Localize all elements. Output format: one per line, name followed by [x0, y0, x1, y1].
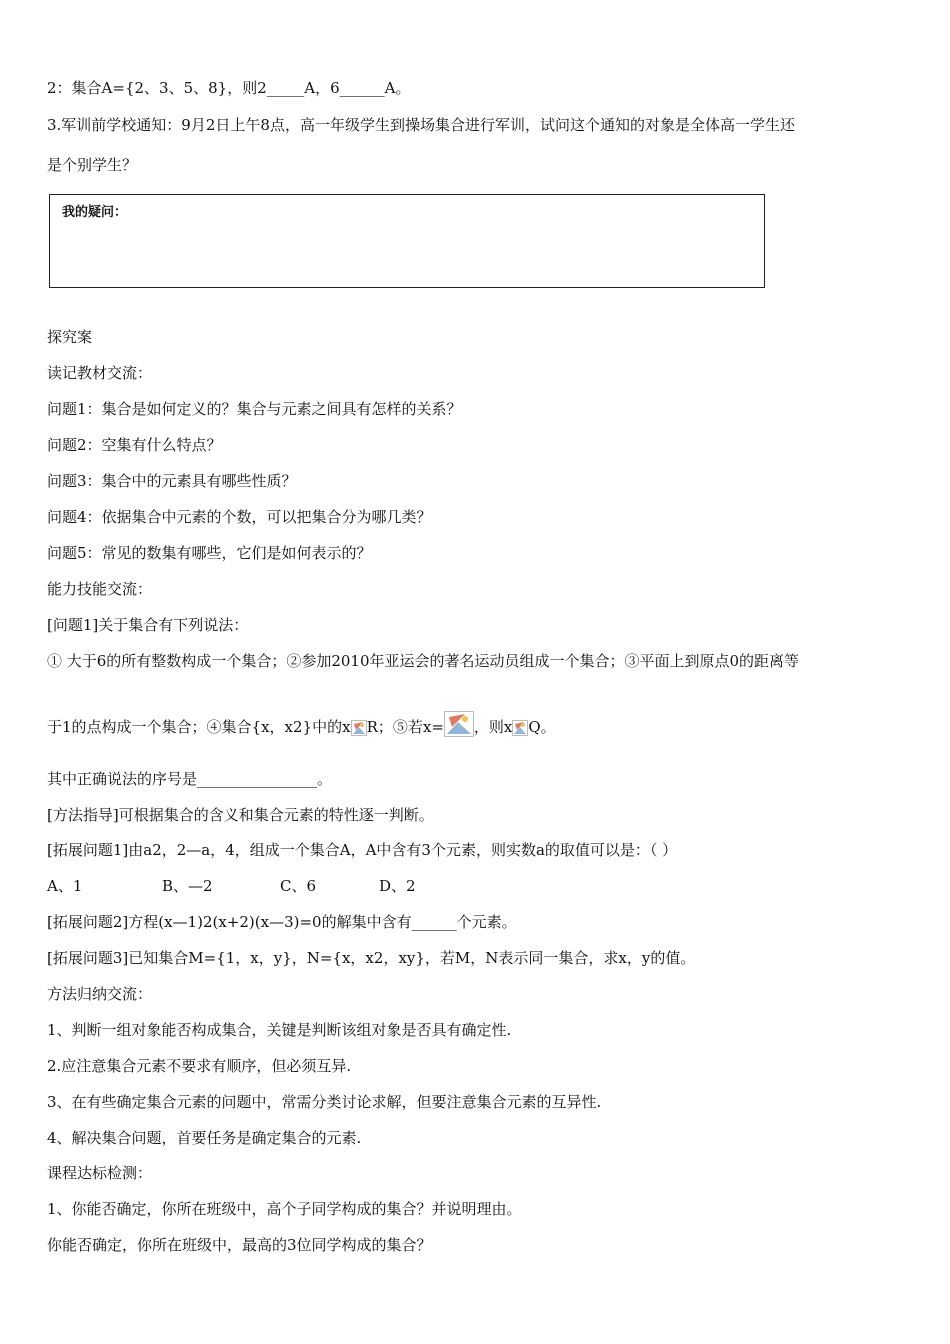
question-4: 问题4：依据集合中元素的个数，可以把集合分为哪几类？: [47, 508, 432, 526]
option-c: C、6: [280, 877, 317, 895]
extension-problem-3: [拓展问题3]已知集合M={1，x，y}，N={x，x2，xy}，若M，N表示同一集合，求x，y的值。: [47, 949, 696, 967]
question-5: 问题5：常见的数集有哪些，它们是如何表示的？: [47, 544, 372, 562]
summary-point-1: 1、判断一组对象能否构成集合，关键是判断该组对象是否具有确定性.: [47, 1021, 512, 1039]
course-check-heading: 课程达标检测：: [47, 1164, 153, 1182]
summary-point-3: 3、在有些确定集合元素的问题中，常需分类讨论求解，但要注意集合元素的互异性.: [47, 1093, 602, 1111]
reading-exchange-heading: 读记教材交流：: [47, 364, 153, 382]
broken-image-icon: [351, 720, 367, 736]
statement-text-a: 于1的点构成一个集合；④集合{x，x2}中的x: [47, 718, 351, 736]
statement-text-d: Q。: [528, 718, 556, 736]
option-b: B、—2: [162, 877, 213, 895]
check-question-1b: 你能否确定，你所在班级中，最高的3位同学构成的集合？: [47, 1236, 432, 1254]
choice-options: [47, 876, 416, 896]
my-questions-box[interactable]: [49, 194, 765, 288]
problem-1-statements-line2: [47, 711, 556, 737]
method-summary-heading: 方法归纳交流：: [47, 985, 153, 1003]
exercise-3-line1: 3.军训前学校通知：9月2日上午8点，高一年级学生到操场集合进行军训，试问这个通知的对象是全体高一学生还: [47, 116, 795, 134]
summary-point-2: 2.应注意集合元素不要求有顺序，但必须互异.: [47, 1057, 352, 1075]
exercise-3-line2: 是个别学生？: [47, 156, 138, 174]
problem-1-statements-line1: ① 大于6的所有整数构成一个集合；②参加2010年亚运会的著名运动员组成一个集合；③平面上到原点0的距离等: [47, 652, 800, 670]
check-question-1: 1、你能否确定，你所在班级中，高个子同学构成的集合？并说明理由。: [47, 1200, 522, 1218]
problem-1-intro: [问题1]关于集合有下列说法：: [47, 616, 249, 634]
extension-problem-1: [拓展问题1]由a2，2—a，4，组成一个集合A，A中含有3个元素，则实数a的取值可以是：（ ）: [47, 841, 678, 859]
broken-image-icon: [444, 711, 474, 737]
statement-text-c: ，则x: [473, 718, 513, 736]
broken-image-icon: [512, 720, 528, 736]
summary-point-4: 4、解决集合问题，首要任务是确定集合的元素.: [47, 1129, 362, 1147]
method-guide: [方法指导]可根据集合的含义和集合元素的特性逐一判断。: [47, 806, 434, 824]
statement-text-b: R；⑤若x=: [366, 718, 444, 736]
option-d: D、2: [379, 877, 416, 895]
answer-prompt: 其中正确说法的序号是________________。: [47, 770, 333, 788]
extension-problem-2: [拓展问题2]方程(x—1)2(x+2)(x—3)=0的解集中含有______个元素。: [47, 913, 517, 931]
section-explore-title: 探究案: [47, 328, 93, 346]
exercise-2: 2：集合A={2、3、5、8}，则2_____A，6______A。: [47, 79, 411, 97]
my-questions-title: 我的疑问：: [62, 205, 128, 220]
question-3: 问题3：集合中的元素具有哪些性质？: [47, 472, 297, 490]
skills-exchange-heading: 能力技能交流：: [47, 580, 153, 598]
question-1: 问题1：集合是如何定义的？集合与元素之间具有怎样的关系？: [47, 400, 462, 418]
option-a: A、1: [47, 877, 83, 895]
question-2: 问题2：空集有什么特点？: [47, 436, 222, 454]
